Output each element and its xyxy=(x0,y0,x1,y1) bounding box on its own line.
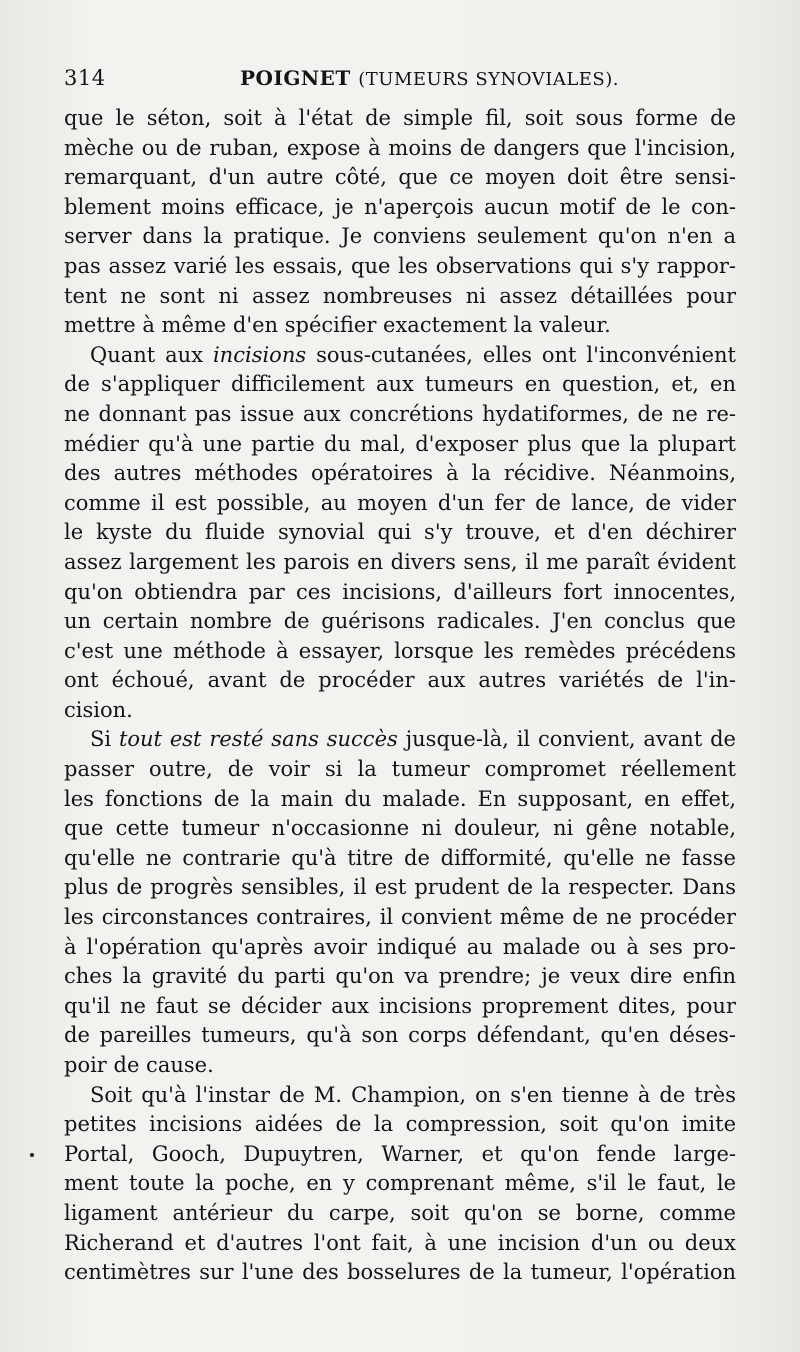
text-line: cision. xyxy=(64,697,133,722)
text-line: qu'il ne faut se décider aux incisions proprement dites, pour xyxy=(64,993,736,1018)
text-line-italic: incisions xyxy=(212,342,307,367)
text-line: pas assez varié les essais, que les observations qui s'y rappor- xyxy=(64,253,736,278)
text-line: ligament antérieur du carpe, soit qu'on se borne, comme xyxy=(64,1200,736,1225)
text-line: c'est une méthode à essayer, lorsque les remèdes précédens xyxy=(64,638,736,663)
text-line: les fonctions de la main du malade. En supposant, en effet, xyxy=(64,786,736,811)
page-header xyxy=(64,66,736,100)
text-line: qu'on obtiendra par ces incisions, d'ailleurs fort innocentes, xyxy=(64,579,736,604)
text-line-post: jusque-là, il convient, avant de xyxy=(397,727,736,752)
text-line: que le séton, soit à l'état de simple fil, soit sous forme de xyxy=(64,106,736,130)
margin-dot xyxy=(30,1153,34,1157)
text-line: ont échoué, avant de procéder aux autres variétés de l'in- xyxy=(64,668,736,693)
body-text xyxy=(64,104,736,1288)
text-line: tent ne sont ni assez nombreuses ni assez détaillées pour xyxy=(64,283,736,308)
text-line: mèche ou de ruban, expose à moins de dangers que l'incision, xyxy=(64,135,736,160)
text-line-pre: Quant aux xyxy=(90,342,213,367)
text-line: server dans la pratique. Je conviens seulement qu'on n'en a xyxy=(64,224,736,249)
text-line-pre: Si xyxy=(90,727,119,752)
text-line: ment toute la poche, en y comprenant même, s'il le faut, le xyxy=(64,1171,736,1196)
text-line: que cette tumeur n'occasionne ni douleur, ni gêne notable, xyxy=(64,816,736,841)
text-line: Richerand et d'autres l'ont fait, à une incision d'un ou deux xyxy=(64,1230,736,1255)
text-line: Portal, Gooch, Dupuytren, Warner, et qu'on fende large- xyxy=(64,1141,736,1166)
text-line: mettre à même d'en spécifier exactement la valeur. xyxy=(64,313,611,338)
text-line: ne donnant pas issue aux concrétions hydatiformes, de ne re- xyxy=(64,401,736,426)
text-line: blement moins efficace, je n'aperçois aucun motif de le con- xyxy=(64,194,736,219)
running-head-sub: (TUMEURS SYNOVIALES). xyxy=(358,69,620,90)
text-line xyxy=(64,341,736,371)
text-line: qu'elle ne contrarie qu'à titre de difformité, qu'elle ne fasse xyxy=(64,845,736,870)
text-line: assez largement les parois en divers sens, il me paraît évident xyxy=(64,549,736,574)
text-line: de s'appliquer difficilement aux tumeurs en question, et, en xyxy=(64,372,736,397)
text-line: poir de cause. xyxy=(64,1053,214,1077)
text-line: centimètres sur l'une des bosselures de la tumeur, l'opération xyxy=(64,1260,736,1285)
running-head-main: POIGNET xyxy=(240,66,351,90)
text-line: à l'opération qu'après avoir indiqué au malade ou à ses pro- xyxy=(64,934,736,959)
text-line: remarquant, d'un autre côté, que ce moyen doit être sensi- xyxy=(64,165,736,190)
text-line: comme il est possible, au moyen d'un fer de lance, de vider xyxy=(64,490,736,515)
text-line: les circonstances contraires, il convient même de ne procéder xyxy=(64,905,736,930)
text-line: le kyste du fluide synovial qui s'y trouve, et d'en déchirer xyxy=(64,520,736,545)
running-head xyxy=(240,66,619,90)
text-line: ches la gravité du parti qu'on va prendre; je veux dire enfin xyxy=(64,964,736,989)
page-number: 314 xyxy=(64,66,106,90)
text-line: un certain nombre de guérisons radicales. J'en conclus que xyxy=(64,609,736,634)
text-line xyxy=(64,725,736,755)
text-line-post: sous-cutanées, elles ont l'inconvénient xyxy=(306,342,736,367)
text-line: plus de progrès sensibles, il est prudent de la respecter. Dans xyxy=(64,875,736,900)
text-line: Soit qu'à l'instar de M. Champion, on s'en tienne à de très xyxy=(90,1082,736,1107)
text-line: passer outre, de voir si la tumeur compromet réellement xyxy=(64,757,736,782)
text-line: médier qu'à une partie du mal, d'exposer plus que la plupart xyxy=(64,431,736,456)
text-line-italic: tout est resté sans succès xyxy=(118,727,398,752)
text-line: petites incisions aidées de la compression, soit qu'on imite xyxy=(64,1112,736,1137)
text-line: des autres méthodes opératoires à la récidive. Néanmoins, xyxy=(64,461,736,486)
text-line: de pareilles tumeurs, qu'à son corps défendant, qu'en déses- xyxy=(64,1023,736,1048)
